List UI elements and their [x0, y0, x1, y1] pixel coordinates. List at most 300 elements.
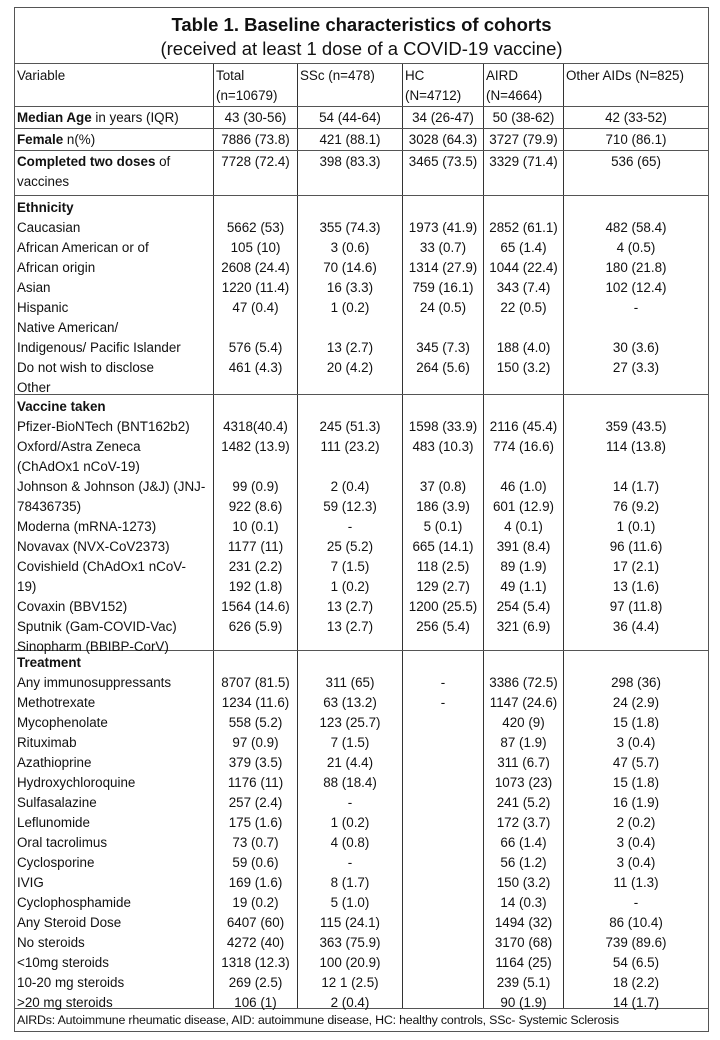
- row-label-rest: in years (IQR): [91, 110, 179, 125]
- cell-hc: 186 (3.9): [416, 499, 470, 514]
- cell-ssc: 7 (1.5): [330, 735, 370, 750]
- row-label: Other: [17, 380, 51, 395]
- cell-aird: 172 (3.7): [496, 815, 551, 830]
- cell-total: 1564 (14.6): [221, 599, 290, 614]
- cell-total: 73 (0.7): [232, 835, 279, 850]
- cell-aird: [486, 457, 561, 477]
- section-col-total: [214, 395, 298, 650]
- cell-other: 86 (10.4): [609, 915, 663, 930]
- cell-aird: 2852 (61.1): [489, 220, 558, 235]
- cell-aird: 601 (12.9): [492, 499, 555, 514]
- cell-hc: 665 (14.1): [412, 539, 474, 554]
- col-header-aird-line2: (N=4664): [486, 88, 543, 103]
- cell-total: [216, 318, 295, 338]
- cell-ssc: [300, 318, 400, 338]
- cell-other: 47 (5.7): [612, 755, 660, 770]
- cell-hc: [405, 813, 481, 833]
- section-heading-spacer: [405, 397, 481, 417]
- cell-aird: 14 (0.3): [500, 895, 547, 910]
- cell-hc: [405, 873, 481, 893]
- cell-other: -: [633, 300, 639, 315]
- cell-ssc: 355 (74.3): [319, 220, 381, 235]
- cell-aird: 774 (16.6): [492, 439, 555, 454]
- cell-hc: [405, 893, 481, 913]
- cell-hc: 1314 (27.9): [408, 260, 478, 275]
- cell-total: 231 (2.2): [228, 559, 283, 574]
- table-row-median-age: [15, 107, 708, 129]
- section-col-ssc: [298, 395, 403, 650]
- row-label: Any Steroid Dose: [17, 915, 122, 930]
- section-col-ssc: [298, 651, 403, 1008]
- cell-aird: 3170 (68): [494, 935, 553, 950]
- cell-aird: 321 (6.9): [496, 619, 551, 634]
- cell-aird: 150 (3.2): [496, 875, 551, 890]
- row-label: Leflunomide: [17, 815, 90, 830]
- row-label: Any immunosuppressants: [17, 675, 172, 690]
- cell-total: [216, 457, 295, 477]
- cell-other: 24 (2.9): [612, 695, 660, 710]
- cell-aird: 90 (1.9): [500, 995, 547, 1010]
- cell-other: 482 (58.4): [605, 220, 667, 235]
- cell-ssc: 63 (13.2): [323, 695, 377, 710]
- row-label: Covaxin (BBV152): [17, 599, 128, 614]
- cell-other: 4 (0.5): [616, 240, 656, 255]
- cell-hc: 1973 (41.9): [408, 220, 478, 235]
- cell-other: 3 (0.4): [616, 855, 656, 870]
- row-label: Sinopharm (BBIBP-CorV): [17, 639, 169, 654]
- cell-total: 59 (0.6): [232, 855, 279, 870]
- cell-aird: 3386 (72.5): [489, 675, 558, 690]
- cell-hc: 1598 (33.9): [408, 419, 478, 434]
- section-heading-spacer: [566, 397, 706, 417]
- cell-ssc: 5 (1.0): [330, 895, 370, 910]
- row-label: Asian: [17, 280, 51, 295]
- cell-total: 105 (10): [230, 240, 281, 255]
- row-label-rest: of: [155, 154, 171, 169]
- row-label: [15, 151, 214, 195]
- section-col-aird: [484, 395, 564, 650]
- cell-total: 47 (0.4): [232, 300, 279, 315]
- cell-other: 710 (86.1): [605, 132, 667, 147]
- cell-total: 7728 (72.4): [214, 151, 298, 195]
- row-label: Sputnik (Gam-COVID-Vac): [17, 619, 177, 634]
- row-label: Caucasian: [17, 220, 81, 235]
- row-label: Oxford/Astra Zeneca: [17, 439, 141, 454]
- cell-ssc: 13 (2.7): [326, 340, 374, 355]
- row-label: Pfizer-BioNTech (BNT162b2): [17, 419, 190, 434]
- col-header-other-line1: Other AIDs (N=825): [566, 68, 684, 83]
- cell-other: 97 (11.8): [609, 599, 663, 614]
- cell-ssc: 2 (0.4): [330, 995, 370, 1010]
- cell-aird: 2116 (45.4): [489, 419, 558, 434]
- cell-aird: 150 (3.2): [496, 360, 551, 375]
- cell-total: 1220 (11.4): [221, 280, 290, 295]
- row-label: Azathioprine: [17, 755, 92, 770]
- section-heading-spacer: [405, 653, 481, 673]
- row-label: [15, 107, 214, 128]
- row-label: IVIG: [17, 875, 44, 890]
- cell-hc: [405, 933, 481, 953]
- cell-other: 3 (0.4): [616, 735, 656, 750]
- row-label-rest: n(%): [63, 132, 96, 147]
- cell-total: 5662 (53): [226, 220, 285, 235]
- row-label: Johnson & Johnson (J&J) (JNJ-: [17, 479, 206, 494]
- row-label: Do not wish to disclose: [17, 360, 154, 375]
- cell-ssc: 4 (0.8): [330, 835, 370, 850]
- cell-hc: 3028 (64.3): [403, 129, 484, 150]
- row-label: [15, 129, 214, 150]
- row-label: Cyclophosphamide: [17, 895, 131, 910]
- section-heading: Treatment: [17, 655, 81, 670]
- section-col-hc: [403, 651, 484, 1008]
- cell-other: 17 (2.1): [612, 559, 660, 574]
- section-heading-spacer: [486, 198, 561, 218]
- cell-total: 1177 (11): [227, 539, 284, 554]
- cell-other: 96 (11.6): [609, 539, 663, 554]
- cell-other: 18 (2.2): [612, 975, 660, 990]
- cell-other: 11 (1.3): [613, 875, 659, 890]
- cell-ssc: [300, 457, 400, 477]
- section-heading-spacer: [216, 653, 295, 673]
- cell-hc: [405, 953, 481, 973]
- cell-hc: 345 (7.3): [416, 340, 470, 355]
- section-heading-spacer: [216, 397, 295, 417]
- cell-hc: [405, 833, 481, 853]
- cell-ssc: 13 (2.7): [326, 599, 374, 614]
- cell-other: 536 (65): [611, 154, 661, 169]
- table-title-sub: (received at least 1 dose of a COVID-19 vaccine): [160, 38, 563, 59]
- section-heading-spacer: [300, 397, 400, 417]
- cell-total: 576 (5.4): [228, 340, 283, 355]
- table-title-main: Table 1. Baseline characteristics of cohorts: [171, 14, 552, 35]
- section-heading-spacer: [486, 397, 561, 417]
- cell-total: 175 (1.6): [228, 815, 283, 830]
- cell-total: 7886 (73.8): [214, 129, 298, 150]
- cell-aird: 311 (6.7): [497, 755, 550, 770]
- row-label: <10mg steroids: [17, 955, 109, 970]
- cell-total: 4272 (40): [226, 935, 285, 950]
- cell-other: 1 (0.1): [616, 519, 656, 534]
- cell-other: 14 (1.7): [612, 995, 660, 1010]
- cell-other: 359 (43.5): [605, 419, 667, 434]
- row-label: >20 mg steroids: [17, 995, 113, 1010]
- cell-hc: [405, 913, 481, 933]
- cell-ssc: 2 (0.4): [330, 479, 370, 494]
- cell-aird: 3727 (79.9): [484, 129, 564, 150]
- cell-aird: 22 (0.5): [500, 300, 547, 315]
- cell-aird: 1494 (32): [494, 915, 553, 930]
- cell-ssc: 59 (12.3): [323, 499, 377, 514]
- cell-ssc: 88 (18.4): [323, 775, 377, 790]
- col-header-hc: [403, 64, 484, 106]
- cell-hc: 256 (5.4): [416, 619, 470, 634]
- col-header-hc-line2: (N=4712): [405, 88, 462, 103]
- cell-aird: 56 (1.2): [500, 855, 547, 870]
- cell-total: 43 (30-56): [214, 107, 298, 128]
- row-label: Sulfasalazine: [17, 795, 97, 810]
- cell-ssc: 54 (44-64): [298, 107, 403, 128]
- row-label: Cyclosporine: [17, 855, 95, 870]
- row-label-bold: Female: [17, 132, 64, 147]
- cell-total: 4318(40.4): [223, 419, 288, 434]
- cell-ssc: 1 (0.2): [330, 815, 370, 830]
- cell-ssc: -: [347, 855, 353, 870]
- cell-ssc: 8 (1.7): [330, 875, 370, 890]
- row-label: Hispanic: [17, 300, 69, 315]
- section-col-other: [564, 651, 708, 1008]
- col-header-total-line1: Total: [216, 68, 245, 83]
- section-col-total: [214, 651, 298, 1008]
- cell-total: 626 (5.9): [228, 619, 283, 634]
- cell-aird: 3329 (71.4): [484, 151, 564, 195]
- col-header-total-line2: (n=10679): [216, 88, 278, 103]
- cell-aird: 391 (8.4): [496, 539, 551, 554]
- cell-hc: [405, 457, 481, 477]
- cell-total: 1318 (12.3): [221, 955, 290, 970]
- section-vaccine-taken: [15, 395, 708, 654]
- section-col-aird: [484, 651, 564, 1008]
- cell-ssc: 311 (65): [325, 675, 375, 690]
- section-heading: Vaccine taken: [17, 399, 106, 414]
- cell-aird: 65 (1.4): [500, 240, 547, 255]
- cell-other: 180 (21.8): [605, 260, 667, 275]
- cell-aird: 4 (0.1): [504, 519, 543, 534]
- cell-ssc: 1 (0.2): [330, 300, 370, 315]
- cell-other: [566, 457, 706, 477]
- row-label: 78436735): [17, 499, 82, 514]
- cell-other: 15 (1.8): [612, 715, 660, 730]
- cell-aird: 239 (5.1): [496, 975, 551, 990]
- cell-total: 10 (0.1): [232, 519, 279, 534]
- row-label: Methotrexate: [17, 695, 96, 710]
- cell-aird: 420 (9): [502, 715, 545, 730]
- cell-other: 16 (1.9): [612, 795, 660, 810]
- col-header-aird: [484, 64, 564, 106]
- row-label: African origin: [17, 260, 96, 275]
- cell-total: 1234 (11.6): [221, 695, 290, 710]
- cell-ssc: 100 (20.9): [319, 955, 381, 970]
- section-heading-spacer: [216, 198, 295, 218]
- cell-hc: 34 (26-47): [403, 107, 484, 128]
- section-ethnicity: [15, 196, 708, 395]
- row-label: Moderna (mRNA-1273): [17, 519, 157, 534]
- cell-ssc: 16 (3.3): [326, 280, 374, 295]
- table-row-completed-two-doses: [15, 151, 708, 196]
- section-labels: [15, 196, 214, 394]
- row-label-line2: vaccines: [17, 174, 70, 189]
- cell-hc: 759 (16.1): [412, 280, 474, 295]
- cell-aird: 87 (1.9): [500, 735, 547, 750]
- cell-total: 97 (0.9): [232, 735, 279, 750]
- row-label: Novavax (NVX-CoV2373): [17, 539, 170, 554]
- cell-other: 298 (36): [611, 675, 661, 690]
- cell-ssc: 21 (4.4): [326, 755, 374, 770]
- cell-ssc: 398 (83.3): [298, 151, 403, 195]
- cell-total: 922 (8.6): [228, 499, 283, 514]
- section-labels: [15, 651, 214, 1008]
- section-col-hc: [403, 196, 484, 394]
- cell-ssc: -: [347, 795, 353, 810]
- row-label: Indigenous/ Pacific Islander: [17, 340, 181, 355]
- row-label: No steroids: [17, 935, 85, 950]
- cell-ssc: 12 1 (2.5): [321, 975, 379, 990]
- cell-total: 558 (5.2): [228, 715, 283, 730]
- cell-total: 169 (1.6): [228, 875, 283, 890]
- col-header-ssc-line1: SSc (n=478): [300, 68, 375, 83]
- cell-ssc: -: [347, 519, 353, 534]
- cell-ssc: 20 (4.2): [326, 360, 374, 375]
- cell-aird: 46 (1.0): [500, 479, 547, 494]
- cell-other: -: [633, 895, 639, 910]
- cell-other: 13 (1.6): [612, 579, 660, 594]
- cell-hc: 264 (5.6): [416, 360, 470, 375]
- cell-hc: 3465 (73.5): [403, 151, 484, 195]
- cell-aird: 50 (38-62): [484, 107, 564, 128]
- cell-ssc: 123 (25.7): [319, 715, 381, 730]
- cell-aird: 89 (1.9): [500, 559, 547, 574]
- cell-hc: [405, 773, 481, 793]
- section-heading-spacer: [300, 653, 400, 673]
- cell-hc: 129 (2.7): [416, 579, 470, 594]
- row-label: Oral tacrolimus: [17, 835, 108, 850]
- section-col-other: [564, 395, 708, 650]
- cell-hc: [405, 973, 481, 993]
- cell-aird: 1073 (23): [494, 775, 553, 790]
- row-label: 19): [17, 579, 37, 594]
- row-label: Hydroxychloroquine: [17, 775, 136, 790]
- cell-hc: [405, 853, 481, 873]
- cell-hc: [405, 318, 481, 338]
- cell-hc: [405, 793, 481, 813]
- cell-total: 269 (2.5): [228, 975, 283, 990]
- cell-other: 30 (3.6): [612, 340, 660, 355]
- cell-hc: [405, 713, 481, 733]
- row-label: African American or of: [17, 240, 149, 255]
- table-row-female: [15, 129, 708, 151]
- cell-total: 1482 (13.9): [221, 439, 290, 454]
- cell-total: 2608 (24.4): [221, 260, 290, 275]
- cell-total: 1176 (11): [227, 775, 284, 790]
- section-col-aird: [484, 196, 564, 394]
- cell-other: [566, 318, 706, 338]
- cell-other: 3 (0.4): [616, 835, 656, 850]
- section-col-hc: [403, 395, 484, 650]
- cell-ssc: 25 (5.2): [326, 539, 374, 554]
- cell-total: 6407 (60): [226, 915, 285, 930]
- section-col-other: [564, 196, 708, 394]
- row-label-bold: Completed two doses: [17, 154, 156, 169]
- cell-aird: 254 (5.4): [496, 599, 551, 614]
- cell-aird: 188 (4.0): [496, 340, 551, 355]
- section-heading-spacer: [566, 653, 706, 673]
- section-heading-spacer: [405, 198, 481, 218]
- cell-ssc: 245 (51.3): [319, 419, 381, 434]
- cell-total: 99 (0.9): [232, 479, 279, 494]
- cell-aird: 66 (1.4): [500, 835, 547, 850]
- section-col-total: [214, 196, 298, 394]
- cell-aird: 1164 (25): [495, 955, 552, 970]
- section-heading-spacer: [566, 198, 706, 218]
- cell-hc: [405, 753, 481, 773]
- cell-other: 76 (9.2): [612, 499, 660, 514]
- cell-ssc: 363 (75.9): [319, 935, 381, 950]
- row-label: 10-20 mg steroids: [17, 975, 125, 990]
- row-label: (ChAdOx1 nCoV-19): [17, 459, 140, 474]
- cell-other: 15 (1.8): [612, 775, 660, 790]
- section-heading-spacer: [300, 198, 400, 218]
- cell-hc: [405, 733, 481, 753]
- cell-other: 2 (0.2): [616, 815, 656, 830]
- cell-hc: 5 (0.1): [423, 519, 463, 534]
- cell-aird: 241 (5.2): [496, 795, 551, 810]
- cell-total: 106 (1): [234, 995, 277, 1010]
- cell-hc: -: [440, 695, 446, 710]
- row-label-bold: Median Age: [17, 110, 92, 125]
- cell-aird: 1147 (24.6): [489, 695, 558, 710]
- table-title: [15, 8, 708, 64]
- cell-hc: 33 (0.7): [419, 240, 467, 255]
- col-header-ssc: [298, 64, 403, 106]
- table-footnote: AIRDs: Autoimmune rheumatic disease, AID: autoimmune disease, HC: healthy controls, SSc- Systemic Sclerosis: [17, 1013, 619, 1027]
- cell-other: 739 (89.6): [605, 935, 667, 950]
- cell-ssc: 111 (23.2): [320, 439, 380, 454]
- cell-total: 257 (2.4): [228, 795, 283, 810]
- cell-aird: 1044 (22.4): [489, 260, 558, 275]
- col-header-aird-line1: AIRD: [486, 68, 518, 83]
- cell-hc: 1200 (25.5): [408, 599, 478, 614]
- cell-total: 192 (1.8): [228, 579, 283, 594]
- cell-total: 461 (4.3): [228, 360, 283, 375]
- cell-aird: 343 (7.4): [496, 280, 551, 295]
- col-header-hc-line1: HC: [405, 68, 425, 83]
- row-label: Native American/: [17, 320, 119, 335]
- cell-ssc: 115 (24.1): [319, 915, 381, 930]
- cell-total: 19 (0.2): [232, 895, 279, 910]
- section-col-ssc: [298, 196, 403, 394]
- cell-other: 54 (6.5): [612, 955, 660, 970]
- section-treatment: [15, 651, 708, 1009]
- cell-other: 14 (1.7): [612, 479, 660, 494]
- cell-ssc: 13 (2.7): [326, 619, 374, 634]
- col-header-total: [214, 64, 298, 106]
- cell-other: 42 (33-52): [605, 110, 667, 125]
- cell-hc: 24 (0.5): [419, 300, 467, 315]
- cell-hc: 37 (0.8): [419, 479, 467, 494]
- cell-other: 27 (3.3): [612, 360, 660, 375]
- cell-ssc: 70 (14.6): [323, 260, 377, 275]
- cell-total: 8707 (81.5): [221, 675, 290, 690]
- cell-other: 114 (13.8): [605, 439, 667, 454]
- row-label: Covishield (ChAdOx1 nCoV-: [17, 559, 186, 574]
- col-header-other: [564, 64, 708, 106]
- baseline-characteristics-table: [14, 7, 709, 1032]
- cell-total: 379 (3.5): [228, 755, 283, 770]
- cell-aird: [486, 318, 561, 338]
- cell-aird: 49 (1.1): [500, 579, 547, 594]
- section-heading: Ethnicity: [17, 200, 74, 215]
- header-row: [15, 64, 708, 107]
- cell-hc: -: [440, 675, 446, 690]
- section-heading-spacer: [486, 653, 561, 673]
- cell-ssc: 7 (1.5): [330, 559, 370, 574]
- cell-ssc: 421 (88.1): [298, 129, 403, 150]
- cell-hc: 118 (2.5): [416, 559, 470, 574]
- cell-other: 36 (4.4): [612, 619, 660, 634]
- section-labels: [15, 395, 214, 654]
- cell-ssc: 3 (0.6): [330, 240, 370, 255]
- cell-hc: 483 (10.3): [412, 439, 474, 454]
- cell-ssc: 1 (0.2): [330, 579, 370, 594]
